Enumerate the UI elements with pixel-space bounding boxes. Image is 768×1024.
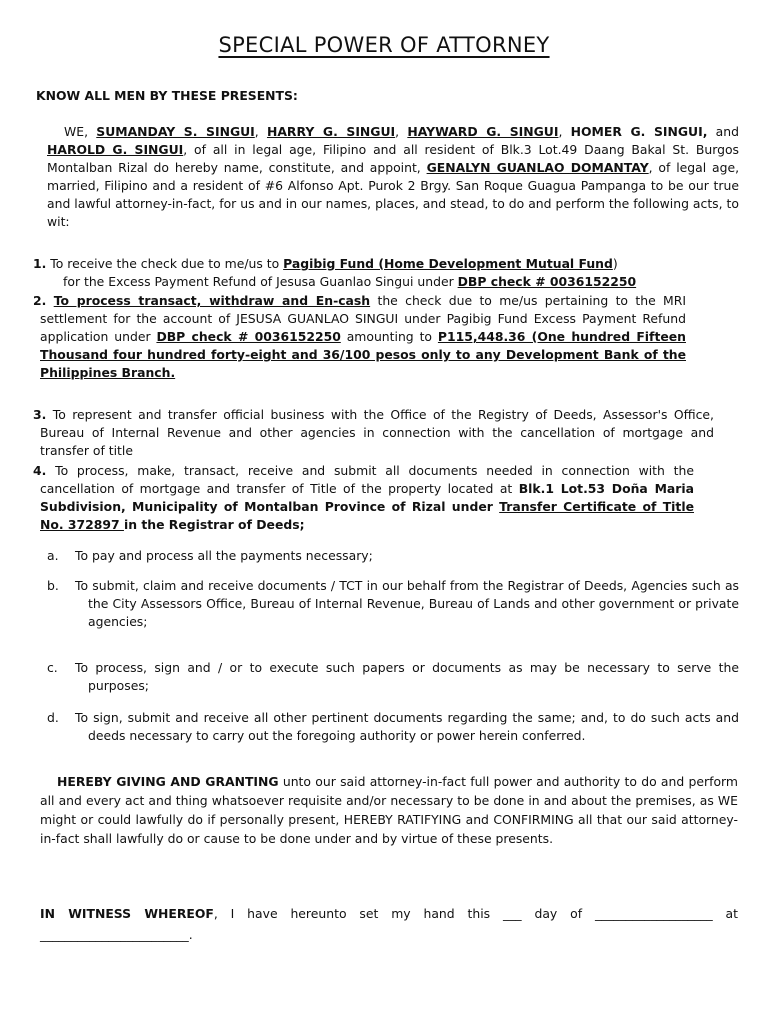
intro-text-continued: , of legal age, married, Filipino and a resident of #6 Alfonso Apt. Purok 2 Brgy. San Roque Guagua Pampanga to be our true and lawful attorney-in-fact, for us and in our names, places, and stead, to do and perform the following acts, to wit: [47,160,740,229]
sub-item-text: To submit, claim and receive documents / TCT in our behalf from the Registrar of Deeds, Agencies such as the City Assessors Office, Bureau of Internal Revenue, Bureau of Lands and other government or private agencies; [75,578,739,629]
granting-paragraph [40,772,738,848]
month-blank[interactable]: ___________________ [594,906,713,921]
item-2 [33,292,686,382]
witness-day-of: day of [521,906,595,921]
sub-item-label: a. [47,548,59,563]
sub-item-text: To sign, submit and receive all other pertinent documents regarding the same; and, to do such acts and deeds necessary to carry out the foregoing authority or power herein conferred. [75,710,739,743]
intro-comma: , [254,124,267,139]
item-4-text-end: in the Registrar of Deeds; [123,517,305,532]
item-2-amount-text: amounting to [340,329,438,344]
item-1 [33,255,743,273]
item-4-number: 4. [33,463,47,478]
intro-paragraph [47,123,739,231]
refund-amount: P115,448.36 (One hundred Fifteen Thousand four hundred forty-eight and 36/100 pesos only to any Development Bank of the Philippines Branch. [40,329,686,380]
sub-item-a [47,547,739,565]
sub-item-d [47,709,739,745]
item-1-number: 1. [33,256,47,271]
item-1-text-end: ) [612,256,618,271]
intro-comma: , [558,124,571,139]
sub-item-text: To process, sign and / or to execute such papers or documents as may be necessary to serve the purposes; [75,660,739,693]
item-4-text: To process, make, transact, receive and submit all documents needed in connection with the cancellation of mortgage and transfer of Title of the property located at [40,463,694,496]
granting-lead: HEREBY GIVING AND GRANTING [57,774,279,789]
witness-text: , I have hereunto set my hand this [213,906,503,921]
day-blank[interactable]: ___ [503,906,522,921]
witness-line-2 [40,926,440,944]
dbp-check-number-2: DBP check # 0036152250 [156,329,341,344]
sub-item-label: d. [47,710,59,725]
sub-item-c [47,659,739,695]
know-all-heading: KNOW ALL MEN BY THESE PRESENTS: [36,88,298,103]
sub-item-label: c. [47,660,58,675]
attorney-in-fact-name: GENALYN GUANLAO DOMANTAY [426,160,649,175]
place-blank[interactable]: ________________________ [40,927,189,942]
principal-name-3: HAYWARD G. SINGUI [407,124,559,139]
item-3-number: 3. [33,407,47,422]
item-1-refund-text: for the Excess Payment Refund of Jesusa Guanlao Singui under [63,274,458,289]
witness-lead: IN WITNESS WHEREOF [40,906,214,921]
witness-at: at [712,906,738,921]
intro-text: , of all in legal age, Filipino and all resident of Blk.3 Lot.49 Daang Bakal St. Burgos Montalban Rizal do hereby name, constitute, and appoint, [47,142,739,175]
pagibig-fund-name: Pagibig Fund (Home Development Mutual Fund [283,256,613,271]
sub-item-b [47,577,739,631]
granting-text: unto our said attorney-in-fact full power and authority to do and perform all and every act and thing whatsoever requisite and/or necessary to be done in and about the premises, as WE might or could lawfully do if personally present, HEREBY RATIFYING and CONFIRMING all that our said attorney-in-fact shall lawfully do or cause to be done under and by virtue of these presents. [40,774,738,846]
document-title: SPECIAL POWER OF ATTORNEY [218,33,550,57]
intro-we: WE, [64,124,97,139]
tct-number: Transfer Certificate of Title No. 372897 [40,499,694,532]
intro-and: and [707,124,739,139]
sub-item-label: b. [47,578,59,593]
item-1-text: To receive the check due to me/us to [46,256,284,271]
dbp-check-number: DBP check # 0036152250 [457,274,637,289]
item-2-lead: To process transact, withdraw and En-cash [53,293,371,308]
item-3-text: To represent and transfer official business with the Office of the Registry of Deeds, Assessor's Office, Bureau of Internal Revenue and other agencies in connection with the cancellation of mortgage and transfer of title [40,407,714,458]
item-4 [33,462,694,534]
item-2-number: 2. [33,293,47,308]
witness-period: . [188,927,193,942]
intro-comma: , [395,124,408,139]
witness-line-1 [40,905,738,923]
property-location: Blk.1 Lot.53 Doña Maria Subdivision, Municipality of Montalban Province of Rizal under [40,481,694,514]
principal-name-2: HARRY G. SINGUI [266,124,396,139]
item-2-text: the check due to me/us pertaining to the MRI settlement for the account of JESUSA GUANLAO SINGUI under Pagibig Fund Excess Payment Refund application under [40,293,686,344]
item-1-line-2 [63,273,743,291]
principal-name-1: SUMANDAY S. SINGUI [96,124,255,139]
sub-item-text: To pay and process all the payments necessary; [75,548,373,563]
principal-name-4: HOMER G. SINGUI, [570,124,708,139]
principal-name-5: HAROLD G. SINGUI [47,142,184,157]
item-3 [33,406,714,460]
